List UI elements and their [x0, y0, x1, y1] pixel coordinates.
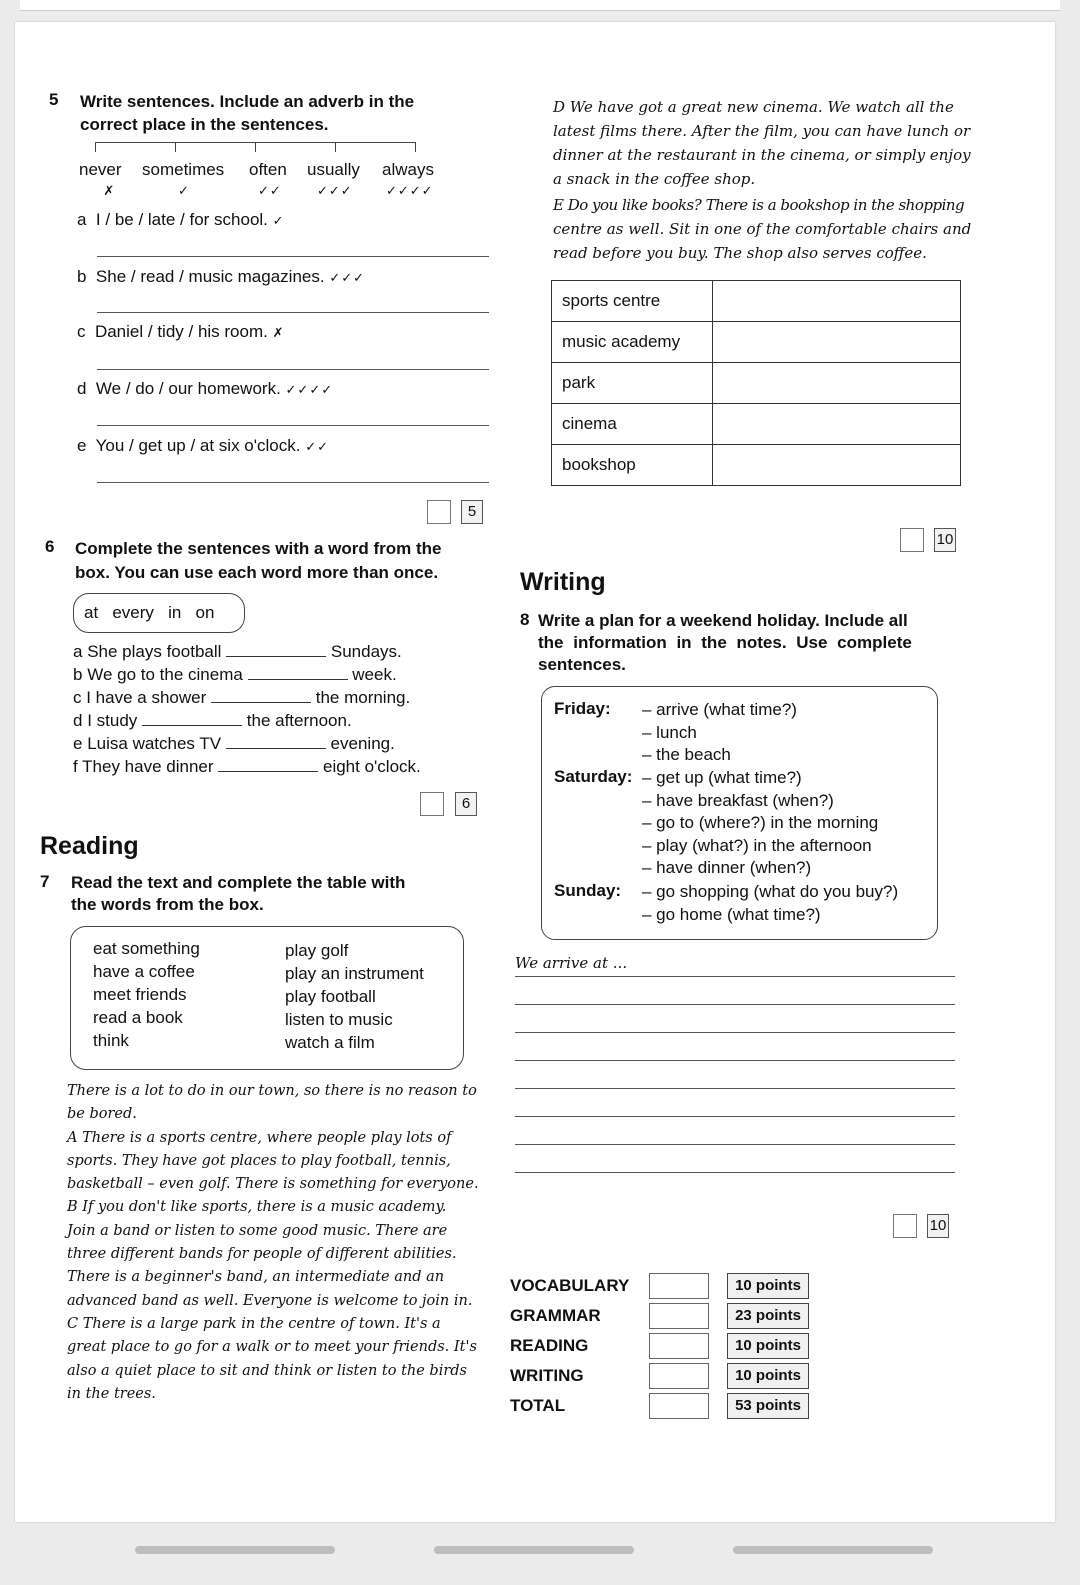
answer-cell[interactable]	[713, 322, 961, 363]
item-marks: ✓✓	[305, 439, 329, 454]
word-item: play golf	[285, 941, 349, 960]
writing-line[interactable]	[515, 1060, 955, 1061]
score-input-box[interactable]	[900, 528, 924, 552]
ex8-instruction	[538, 610, 958, 676]
reading-text-right	[553, 95, 993, 265]
text-line: great place to go for a walk or to meet your friends. It's	[67, 1339, 477, 1356]
text-line: latest films there. After the film, you can have lunch or	[553, 122, 971, 140]
answer-line[interactable]	[97, 312, 489, 313]
ex6-item-e	[73, 732, 395, 755]
text-line: three different bands for people of different abilities.	[67, 1246, 457, 1263]
blank[interactable]	[226, 656, 326, 657]
blank[interactable]	[218, 771, 318, 772]
ex8-number: 8	[520, 610, 530, 629]
ex5-item-a	[77, 210, 285, 230]
text-line: C There is a large park in the centre of town. It's a	[67, 1315, 441, 1332]
text-line: centre as well. Sit in one of the comfortable chairs and	[553, 220, 972, 238]
blank[interactable]	[142, 725, 242, 726]
notes-day-saturday: Saturday:	[554, 767, 633, 786]
ex7-instruction-line2: the words from the box.	[71, 895, 264, 914]
item-text: I / be / late / for school.	[95, 210, 268, 229]
adverb-marks: ✓✓✓✓	[386, 183, 434, 198]
text-line: Join a band or listen to some good music. There are	[67, 1222, 448, 1239]
text-line: dinner at the restaurant in the cinema, or simply enjoy	[553, 146, 971, 164]
writing-line[interactable]	[515, 1032, 955, 1033]
ex6-instruction-line2: box. You can use each word more than once.	[75, 563, 439, 582]
word-item: play football	[285, 987, 376, 1006]
text-line: basketball – even golf. There is something for everyone.	[67, 1176, 479, 1193]
page-indicator-2[interactable]	[434, 1546, 634, 1554]
place-cell: park	[552, 363, 713, 404]
scale-tick	[415, 142, 416, 152]
item-before: We go to the cinema	[87, 665, 243, 684]
scale-tick	[95, 142, 96, 152]
ex6-instruction	[75, 537, 442, 585]
ex6-item-f	[73, 755, 421, 778]
writing-line[interactable]	[515, 1116, 955, 1117]
adverb-marks: ✓✓	[258, 183, 282, 198]
score-input-box[interactable]	[420, 792, 444, 816]
note-item: – arrive (what time?)	[642, 700, 797, 719]
table-row	[552, 363, 961, 404]
adverb-often	[249, 160, 287, 200]
adverb-sometimes	[142, 160, 224, 200]
adverb-never	[79, 160, 122, 200]
blank[interactable]	[226, 748, 326, 749]
table-row	[552, 445, 961, 486]
ex8-score: 10	[927, 1214, 949, 1238]
summary-input-reading[interactable]	[649, 1333, 709, 1359]
item-text: Daniel / tidy / his room.	[94, 322, 268, 341]
ex5-item-e	[77, 436, 329, 456]
summary-input-grammar[interactable]	[649, 1303, 709, 1329]
text-line: There is a beginner's band, an intermediate and an	[67, 1269, 445, 1286]
word-col-1	[93, 937, 200, 1052]
notes-day-friday: Friday:	[554, 699, 611, 718]
ex5-item-c	[77, 322, 285, 342]
note-item: – the beach	[642, 745, 731, 764]
adverb-marks: ✓	[178, 183, 190, 198]
ex8-instruction-line1: Write a plan for a weekend holiday. Include all	[538, 611, 908, 630]
item-after: the afternoon.	[246, 711, 352, 730]
adverb-word: sometimes	[142, 160, 225, 179]
adverb-always	[382, 160, 434, 200]
summary-points-grammar: 23 points	[727, 1303, 809, 1329]
text-line: sports. They have got places to play football, tennis,	[67, 1152, 451, 1169]
answer-line[interactable]	[97, 482, 489, 483]
reading-heading: Reading	[40, 832, 139, 860]
word-item: eat something	[93, 939, 200, 958]
reading-text	[67, 1080, 487, 1406]
page-indicator-1[interactable]	[135, 1546, 335, 1554]
ex5-item-d	[77, 379, 333, 399]
item-letter: a	[77, 210, 87, 229]
summary-input-vocabulary[interactable]	[649, 1273, 709, 1299]
ex5-instruction	[80, 90, 414, 136]
text-line: E Do you like books? There is a bookshop in the shopping	[553, 196, 965, 214]
note-item: – go to (where?) in the morning	[642, 813, 879, 832]
item-letter: c	[73, 688, 82, 707]
item-letter: d	[77, 379, 87, 398]
adverb-marks: ✓✓✓	[317, 183, 353, 198]
ex6-item-b	[73, 663, 397, 686]
item-after: the morning.	[315, 688, 411, 707]
ex8-instruction-line2: the information in the notes. Use complete	[538, 633, 912, 652]
item-letter: e	[73, 734, 83, 753]
place-cell: music academy	[552, 322, 713, 363]
blank[interactable]	[248, 679, 348, 680]
notes-friday-items	[642, 699, 797, 767]
scale-tick	[255, 142, 256, 152]
item-after: evening.	[330, 734, 395, 753]
answer-line[interactable]	[97, 256, 489, 257]
summary-label-vocabulary: VOCABULARY	[510, 1276, 630, 1295]
word-col-2	[285, 939, 424, 1054]
ex6-number: 6	[45, 537, 55, 556]
item-after: week.	[352, 665, 397, 684]
item-letter: c	[77, 322, 86, 341]
ex5-number: 5	[49, 90, 59, 109]
table-row	[552, 404, 961, 445]
notes-sunday-items	[642, 881, 898, 926]
ex6-item-d	[73, 709, 352, 732]
note-item: – get up (what time?)	[642, 768, 802, 787]
text-line: be bored.	[67, 1106, 137, 1123]
item-letter: f	[73, 757, 78, 776]
score-input-box[interactable]	[893, 1214, 917, 1238]
item-before: They have dinner	[82, 757, 214, 776]
adverb-word: always	[382, 160, 434, 179]
writing-notes-box	[541, 686, 938, 940]
blank[interactable]	[211, 702, 311, 703]
worksheet-page	[15, 22, 1055, 1522]
answer-cell[interactable]	[713, 281, 961, 322]
item-marks: ✓✓✓✓	[285, 382, 334, 397]
summary-points-vocabulary: 10 points	[727, 1273, 809, 1299]
writing-line[interactable]	[515, 1144, 955, 1145]
place-cell: cinema	[552, 404, 713, 445]
ex6-word-box	[73, 593, 245, 633]
ex5-instruction-line1: Write sentences. Include an adverb in the	[80, 92, 415, 111]
table-row	[552, 322, 961, 363]
adverb-marks: ✗	[103, 183, 116, 198]
summary-points-total: 53 points	[727, 1393, 809, 1419]
summary-points-reading: 10 points	[727, 1333, 809, 1359]
page-indicator-3[interactable]	[733, 1546, 933, 1554]
ex7-instruction-line1: Read the text and complete the table with	[71, 873, 406, 892]
note-item: – have breakfast (when?)	[642, 790, 834, 810]
item-after: Sundays.	[330, 642, 402, 661]
adverb-usually	[307, 160, 360, 200]
scale-tick	[175, 142, 176, 152]
note-item: – lunch	[642, 722, 697, 742]
summary-label-writing: WRITING	[510, 1366, 584, 1385]
ex7-word-box	[70, 926, 464, 1070]
answer-line[interactable]	[97, 369, 489, 370]
note-item: – go home (what time?)	[642, 904, 821, 924]
word-item: think	[93, 1031, 129, 1050]
summary-points-writing: 10 points	[727, 1363, 809, 1389]
ex5-instruction-line2: correct place in the sentences.	[80, 115, 329, 134]
writing-line[interactable]	[515, 1088, 955, 1089]
writing-line[interactable]	[515, 976, 955, 977]
word-item: meet friends	[93, 985, 187, 1004]
item-text: You / get up / at six o'clock.	[95, 436, 301, 455]
score-input-box[interactable]	[427, 500, 451, 524]
ex6-item-c	[73, 686, 410, 709]
notes-saturday-items	[642, 767, 878, 880]
table-row	[552, 281, 961, 322]
item-before: She plays football	[87, 642, 222, 661]
top-bar	[20, 0, 1060, 11]
word-item: have a coffee	[93, 962, 195, 981]
ex7-number: 7	[40, 872, 50, 891]
item-letter: e	[77, 436, 87, 455]
ex5-item-b	[77, 267, 365, 287]
item-letter: b	[77, 267, 87, 286]
ex6-words: at every in on	[84, 603, 215, 622]
ex6-instruction-line1: Complete the sentences with a word from the	[75, 539, 442, 558]
summary-label-grammar: GRAMMAR	[510, 1306, 601, 1325]
text-line: a snack in the coffee shop.	[553, 170, 756, 188]
answer-cell[interactable]	[713, 445, 961, 486]
scale-tick	[335, 142, 336, 152]
ex5-score: 5	[461, 500, 483, 524]
answer-line[interactable]	[97, 425, 489, 426]
summary-input-writing[interactable]	[649, 1363, 709, 1389]
writing-line[interactable]	[515, 1004, 955, 1005]
text-line: advanced band as well. Everyone is welcome to join in.	[67, 1292, 473, 1309]
writing-heading: Writing	[520, 568, 606, 596]
item-marks: ✓✓✓	[329, 270, 366, 285]
item-before: I have a shower	[86, 688, 207, 707]
word-item: listen to music	[285, 1010, 393, 1029]
note-item: – play (what?) in the afternoon	[642, 835, 872, 855]
places-table	[551, 280, 961, 486]
note-item: – have dinner (when?)	[642, 858, 812, 877]
summary-input-total[interactable]	[649, 1393, 709, 1419]
word-item: play an instrument	[285, 964, 424, 983]
text-line: in the trees.	[67, 1385, 156, 1402]
word-item: watch a film	[285, 1033, 375, 1052]
place-cell: bookshop	[552, 445, 713, 486]
adverb-word: usually	[307, 160, 360, 179]
ex8-instruction-line3: sentences.	[538, 655, 626, 674]
answer-cell[interactable]	[713, 363, 961, 404]
summary-label-reading: READING	[510, 1336, 589, 1355]
ex7-score: 10	[934, 528, 956, 552]
ex7-instruction	[71, 872, 405, 916]
item-after: eight o'clock.	[323, 757, 421, 776]
item-text: She / read / music magazines.	[95, 267, 325, 286]
summary-label-total: TOTAL	[510, 1396, 566, 1415]
item-letter: d	[73, 711, 83, 730]
ex6-score: 6	[455, 792, 477, 816]
item-marks: ✗	[272, 325, 285, 340]
answer-cell[interactable]	[713, 404, 961, 445]
text-line: D We have got a great new cinema. We watch all the	[553, 98, 954, 116]
word-item: read a book	[93, 1008, 183, 1027]
text-line: read before you buy. The shop also serves coffee.	[553, 244, 927, 262]
item-marks: ✓	[272, 213, 285, 228]
place-cell: sports centre	[552, 281, 713, 322]
note-item: – go shopping (what do you buy?)	[642, 882, 899, 901]
notes-day-sunday: Sunday:	[554, 881, 622, 900]
ex6-item-a	[73, 640, 402, 663]
item-before: I study	[87, 711, 138, 730]
text-line: A There is a sports centre, where people play lots of	[67, 1129, 452, 1146]
writing-line[interactable]	[515, 1172, 955, 1173]
adverb-word: often	[249, 160, 287, 179]
text-line: B If you don't like sports, there is a music academy.	[67, 1199, 447, 1216]
item-text: We / do / our homework.	[95, 379, 281, 398]
item-letter: b	[73, 665, 83, 684]
adverb-word: never	[79, 160, 122, 179]
item-before: Luisa watches TV	[87, 734, 222, 753]
writing-starter: We arrive at ...	[515, 954, 628, 972]
text-line: also a quiet place to sit and think or listen to the birds	[67, 1362, 467, 1379]
text-line: There is a lot to do in our town, so there is no reason to	[67, 1083, 477, 1099]
item-letter: a	[73, 642, 83, 661]
